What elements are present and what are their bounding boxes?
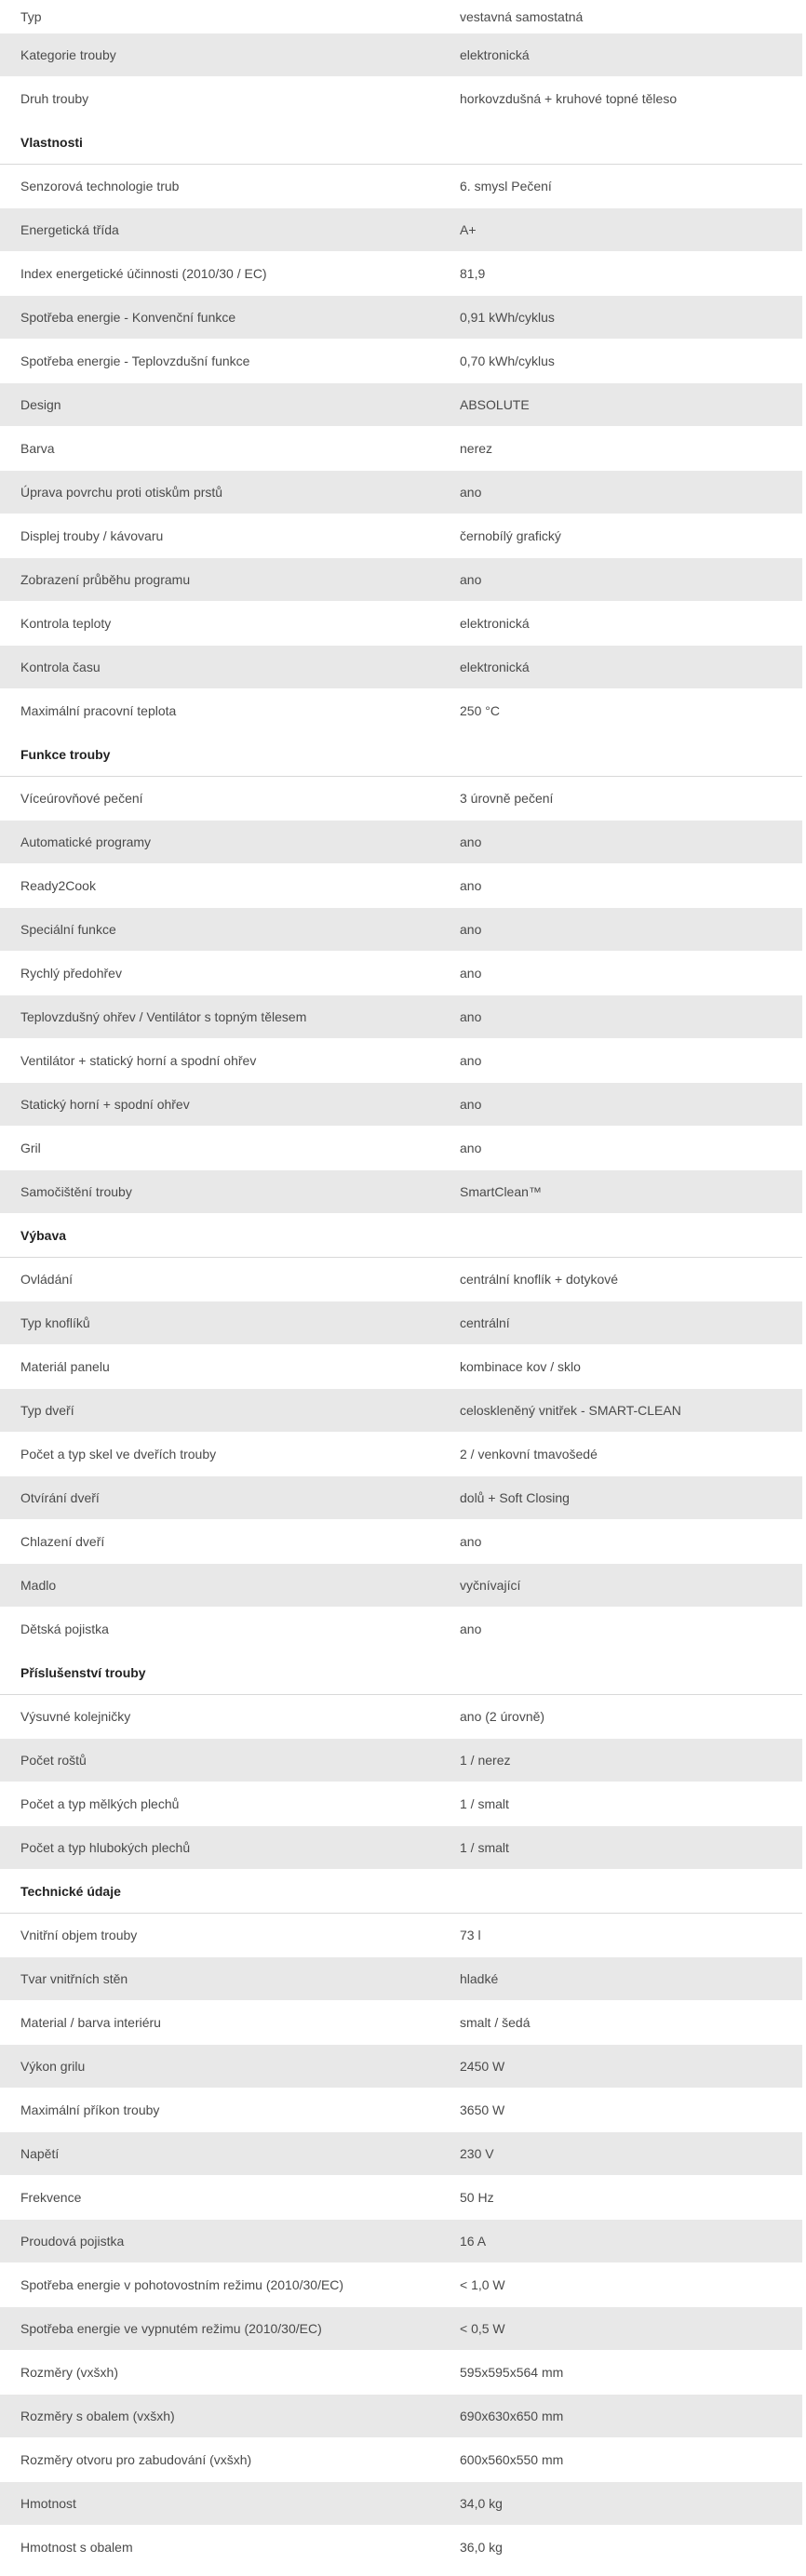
spec-label: Energetická třída [20, 222, 119, 237]
spec-label: Výkon grilu [20, 2059, 86, 2074]
spec-label: Speciální funkce [20, 922, 116, 937]
spec-row [0, 2395, 802, 2438]
spec-value: centrální knoflík + dotykové [460, 1272, 619, 1287]
spec-value: 1 / nerez [460, 1753, 511, 1768]
section-header [0, 1214, 802, 1258]
spec-row [0, 1258, 802, 1301]
spec-label: Spotřeba energie ve vypnutém režimu (2010/30/EC) [20, 2321, 322, 2336]
spec-label: Typ knoflíků [20, 1315, 90, 1330]
spec-value: vestavná samostatná [460, 8, 584, 24]
spec-row [0, 1433, 802, 1476]
spec-value: 50 Hz [460, 2190, 494, 2205]
section-header [0, 1870, 802, 1914]
spec-label: Počet roštů [20, 1753, 87, 1768]
spec-label: Maximální příkon trouby [20, 2102, 160, 2117]
section-title: Vlastnosti [20, 135, 83, 150]
spec-label: Tvar vnitřních stěn [20, 1971, 128, 1986]
spec-row [0, 952, 802, 995]
spec-value: < 0,5 W [460, 2321, 505, 2336]
spec-label: Napětí [20, 2146, 60, 2161]
spec-value: elektronická [460, 660, 530, 674]
spec-row [0, 1564, 802, 1608]
spec-value: 1 / smalt [460, 1840, 509, 1855]
spec-row [0, 1520, 802, 1564]
spec-row [0, 821, 802, 864]
spec-label: Statický horní + spodní ohřev [20, 1097, 190, 1112]
spec-row [0, 514, 802, 558]
spec-label: Frekvence [20, 2190, 82, 2205]
spec-value: ano [460, 834, 482, 849]
spec-value: 2 / venkovní tmavošedé [460, 1447, 598, 1462]
spec-label: Kontrola času [20, 660, 101, 674]
spec-row [0, 558, 802, 602]
spec-row [0, 1083, 802, 1127]
spec-row [0, 2176, 802, 2220]
spec-value: 34,0 kg [460, 2496, 503, 2511]
spec-row [0, 2132, 802, 2176]
spec-label: Rychlý předohřev [20, 966, 122, 981]
spec-label: Zobrazení průběhu programu [20, 572, 191, 587]
spec-value: ano (2 úrovně) [460, 1709, 545, 1724]
spec-value: vyčnívající [460, 1578, 521, 1593]
spec-row [0, 165, 802, 208]
spec-label: Maximální pracovní teplota [20, 703, 177, 718]
spec-row [0, 602, 802, 646]
spec-row [0, 383, 802, 427]
spec-value: A+ [460, 222, 477, 237]
spec-label: Automatické programy [20, 834, 152, 849]
spec-label: Samočištění trouby [20, 1184, 132, 1199]
spec-value: ano [460, 1141, 482, 1155]
spec-label: Chlazení dveří [20, 1534, 105, 1549]
spec-label: Spotřeba energie v pohotovostním režimu (2010/30/EC) [20, 2277, 344, 2292]
spec-row [0, 2045, 802, 2089]
spec-value: horkovzdušná + kruhové topné těleso [460, 91, 678, 106]
spec-label: Ready2Cook [20, 878, 96, 893]
spec-label: Design [20, 397, 61, 412]
spec-row [0, 1127, 802, 1170]
spec-value: nerez [460, 441, 493, 456]
spec-value: 36,0 kg [460, 2540, 503, 2555]
spec-value: 3 úrovně pečení [460, 791, 554, 806]
spec-row [0, 1476, 802, 1520]
spec-label: Index energetické účinnosti (2010/30 / EC) [20, 266, 267, 281]
spec-row [0, 1301, 802, 1345]
spec-label: Výsuvné kolejničky [20, 1709, 131, 1724]
spec-value: kombinace kov / sklo [460, 1359, 581, 1374]
spec-value: 1 / smalt [460, 1796, 509, 1811]
spec-label: Dětská pojistka [20, 1622, 109, 1636]
spec-value: ABSOLUTE [460, 397, 530, 412]
spec-label: Počet a typ hlubokých plechů [20, 1840, 191, 1855]
spec-row [0, 1695, 802, 1739]
spec-value: ano [460, 966, 482, 981]
spec-row [0, 646, 802, 689]
spec-label: Ovládání [20, 1272, 74, 1287]
spec-value: ano [460, 1622, 482, 1636]
spec-label: Kategorie trouby [20, 47, 116, 62]
spec-label: Víceúrovňové pečení [20, 791, 143, 806]
spec-label: Typ [20, 8, 42, 24]
spec-value: dolů + Soft Closing [460, 1490, 570, 1505]
spec-label: Otvírání dveří [20, 1490, 100, 1505]
spec-row [0, 1170, 802, 1214]
spec-row [0, 1739, 802, 1782]
spec-label: Typ dveří [20, 1403, 74, 1418]
spec-value: 73 l [460, 1928, 481, 1942]
spec-row [0, 908, 802, 952]
spec-row [0, 1389, 802, 1433]
spec-row [0, 864, 802, 908]
spec-label: Kontrola teploty [20, 616, 112, 631]
spec-value: ano [460, 922, 482, 937]
spec-row [0, 2263, 802, 2307]
section-title: Funkce trouby [20, 747, 111, 762]
spec-label: Spotřeba energie - Teplovzdušní funkce [20, 354, 250, 368]
spec-value: 600x560x550 mm [460, 2452, 564, 2467]
spec-label: Počet a typ skel ve dveřích trouby [20, 1447, 217, 1462]
spec-label: Gril [20, 1141, 41, 1155]
spec-row [0, 77, 802, 121]
spec-value: 16 A [460, 2234, 487, 2249]
spec-row [0, 1782, 802, 1826]
spec-label: Vnitřní objem trouby [20, 1928, 138, 1942]
spec-value: ano [460, 1534, 482, 1549]
spec-row [0, 2526, 802, 2569]
spec-row [0, 2307, 802, 2351]
spec-label: Rozměry otvoru pro zabudování (vxšxh) [20, 2452, 252, 2467]
spec-label: Druh trouby [20, 91, 89, 106]
spec-row [0, 2001, 802, 2045]
spec-label: Úprava povrchu proti otiskům prstů [20, 485, 223, 500]
spec-label: Spotřeba energie - Konvenční funkce [20, 310, 236, 325]
spec-label: Rozměry (vxšxh) [20, 2365, 119, 2380]
section-header [0, 121, 802, 165]
section-title: Příslušenství trouby [20, 1665, 146, 1680]
spec-label: Ventilátor + statický horní a spodní ohřev [20, 1053, 257, 1068]
section-title: Výbava [20, 1228, 67, 1243]
spec-row [0, 252, 802, 296]
spec-value: celoskleněný vnitřek - SMART-CLEAN [460, 1403, 681, 1418]
spec-value: 6. smysl Pečení [460, 179, 552, 194]
spec-value: smalt / šedá [460, 2015, 531, 2030]
spec-row [0, 1608, 802, 1651]
spec-row [0, 1826, 802, 1870]
spec-row [0, 340, 802, 383]
spec-row [0, 2482, 802, 2526]
spec-value: elektronická [460, 47, 530, 62]
spec-label: Teplovzdušný ohřev / Ventilátor s topným tělesem [20, 1009, 307, 1024]
spec-label: Senzorová technologie trub [20, 179, 180, 194]
spec-value: 3650 W [460, 2102, 505, 2117]
spec-label: Rozměry s obalem (vxšxh) [20, 2409, 175, 2423]
spec-row [0, 0, 802, 33]
spec-label: Displej trouby / kávovaru [20, 528, 164, 543]
spec-value: ano [460, 485, 482, 500]
spec-row [0, 2351, 802, 2395]
section-title: Technické údaje [20, 1884, 121, 1899]
spec-label: Proudová pojistka [20, 2234, 125, 2249]
spec-row [0, 689, 802, 733]
spec-row [0, 1039, 802, 1083]
spec-row [0, 777, 802, 821]
spec-row [0, 2089, 802, 2132]
spec-row [0, 995, 802, 1039]
spec-value: centrální [460, 1315, 510, 1330]
spec-value: ano [460, 1009, 482, 1024]
spec-row [0, 296, 802, 340]
spec-value: 595x595x564 mm [460, 2365, 564, 2380]
spec-label: Hmotnost [20, 2496, 76, 2511]
spec-value: elektronická [460, 616, 530, 631]
spec-value: ano [460, 1053, 482, 1068]
spec-value: černobílý grafický [460, 528, 561, 543]
spec-label: Barva [20, 441, 55, 456]
spec-value: 230 V [460, 2146, 494, 2161]
spec-label: Material / barva interiéru [20, 2015, 161, 2030]
spec-value: hladké [460, 1971, 499, 1986]
spec-value: ano [460, 572, 482, 587]
spec-value: 690x630x650 mm [460, 2409, 564, 2423]
spec-value: 250 °C [460, 703, 500, 718]
spec-value: 2450 W [460, 2059, 505, 2074]
spec-value: ano [460, 878, 482, 893]
spec-label: Materiál panelu [20, 1359, 110, 1374]
spec-row [0, 1345, 802, 1389]
spec-label: Madlo [20, 1578, 57, 1593]
spec-value: 0,70 kWh/cyklus [460, 354, 555, 368]
spec-value: SmartClean™ [460, 1184, 542, 1199]
spec-row [0, 2220, 802, 2263]
spec-row [0, 2438, 802, 2482]
section-header [0, 733, 802, 777]
spec-value: < 1,0 W [460, 2277, 505, 2292]
spec-row [0, 471, 802, 514]
spec-value: ano [460, 1097, 482, 1112]
spec-label: Počet a typ mělkých plechů [20, 1796, 180, 1811]
spec-value: 0,91 kWh/cyklus [460, 310, 555, 325]
spec-value: 81,9 [460, 266, 486, 281]
spec-row [0, 427, 802, 471]
spec-row [0, 208, 802, 252]
spec-label: Hmotnost s obalem [20, 2540, 133, 2555]
spec-row [0, 1957, 802, 2001]
section-header [0, 1651, 802, 1695]
spec-row [0, 33, 802, 77]
spec-row [0, 1914, 802, 1957]
